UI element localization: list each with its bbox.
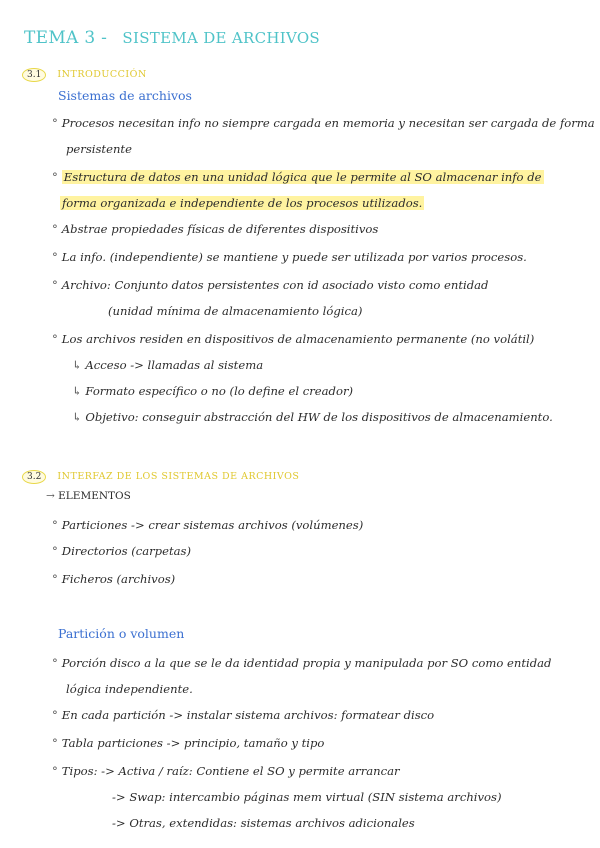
note-line-13: ° Particiones -> crear sistemas archivos (volúmenes) [52, 518, 364, 532]
section-3-subheading: Partición o volumen [58, 626, 185, 641]
section-1-heading: INTRODUCCIÓN [57, 69, 147, 80]
note-line-11: ↳ Formato específico o no (lo define el creador) [72, 384, 354, 398]
note-line-2: persistente [66, 142, 132, 156]
note-line-10: ↳ Acceso -> llamadas al sistema [72, 358, 264, 372]
note-line-3: ° Estructura de datos en una unidad lógica que le permite al SO almacenar info de [52, 170, 542, 184]
note-line-17: lógica independiente. [66, 682, 193, 696]
note-line-19: ° Tabla particiones -> principio, tamaño y tipo [52, 736, 325, 750]
note-line-6: ° La info. (independiente) se mantiene y puede ser utilizada por varios procesos. [52, 250, 527, 264]
section-2-header [22, 464, 299, 484]
note-line-1: ° Procesos necesitan info no siempre cargada en memoria y necesitan ser cargada de forma [52, 116, 595, 130]
note-line-20: ° Tipos: -> Activa / raíz: Contiene el SO y permite arrancar [52, 764, 400, 778]
note-line-12: ↳ Objetivo: conseguir abstracción del HW de los dispositivos de almacenamiento. [72, 410, 553, 424]
note-line-5: ° Abstrae propiedades físicas de diferentes dispositivos [52, 222, 379, 236]
note-line-9: ° Los archivos residen en dispositivos de almacenamiento permanente (no volátil) [52, 332, 535, 346]
note-line-4: forma organizada e independiente de los procesos utilizados. [62, 196, 423, 210]
note-line-15: ° Ficheros (archivos) [52, 572, 176, 586]
section-1-subheading: Sistemas de archivos [58, 88, 192, 103]
page-title [24, 28, 320, 48]
section-1-number: 3.1 [22, 68, 46, 82]
title-tema: TEMA 3 - [24, 28, 108, 48]
section-2-heading: INTERFAZ DE LOS SISTEMAS DE ARCHIVOS [57, 471, 300, 482]
title-sistema: SISTEMA DE ARCHIVOS [122, 29, 321, 47]
note-line-7: ° Archivo: Conjunto datos persistentes con id asociado visto como entidad [52, 278, 489, 292]
section-2-number: 3.2 [22, 470, 46, 484]
note-line-22: -> Otras, extendidas: sistemas archivos adicionales [112, 816, 415, 830]
note-line-8: (unidad mínima de almacenamiento lógica) [108, 304, 363, 318]
section-1-header [22, 62, 147, 82]
note-line-16: ° Porción disco a la que se le da identidad propia y manipulada por SO como entidad [52, 656, 552, 670]
note-line-14: ° Directorios (carpetas) [52, 544, 191, 558]
note-line-18: ° En cada partición -> instalar sistema archivos: formatear disco [52, 708, 435, 722]
note-line-21: -> Swap: intercambio páginas mem virtual (SIN sistema archivos) [112, 790, 502, 804]
elements-label: → ELEMENTOS [46, 490, 131, 502]
